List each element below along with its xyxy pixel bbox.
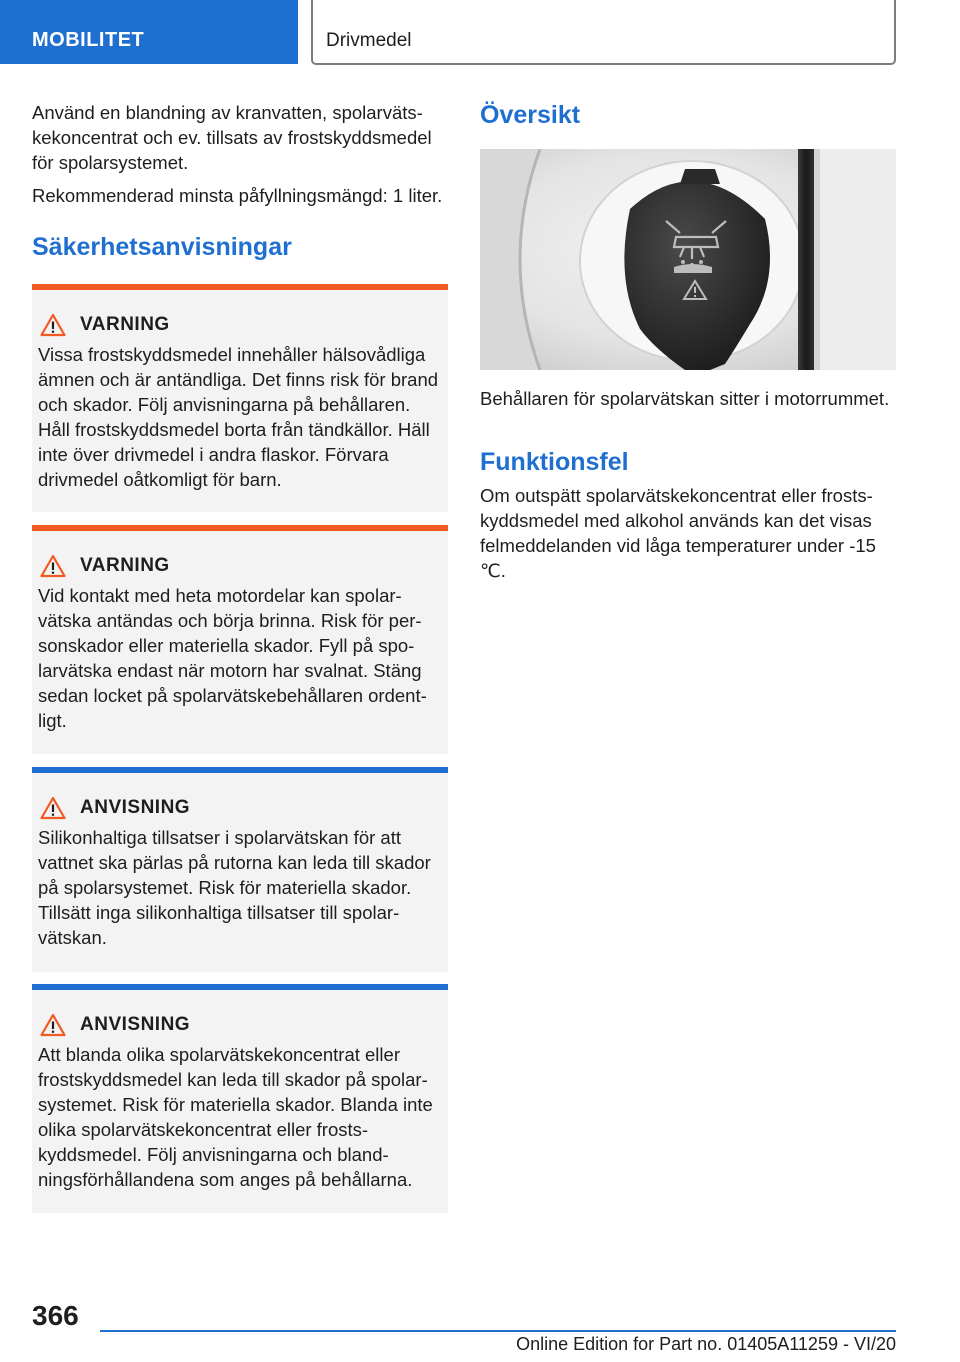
fault-heading: Funktionsfel [480, 448, 629, 476]
left-column [32, 100, 448, 1213]
notice-box-2 [32, 984, 448, 1213]
notice-body: Silikonhaltiga tillsatser i spolarvätskan för att vattnet ska pärlas på rutorna kan leda till skador på spolarsystemet. Risk för materiella skador. Tillsätt inga silikonhaltiga tillsatser till spolarvätskan. [38, 827, 431, 948]
section-tab: MOBILITET [0, 0, 298, 64]
notice-title: VARNING [80, 555, 170, 576]
warning-box-1 [32, 284, 448, 512]
warning-triangle-icon [40, 1013, 66, 1037]
overview-heading: Översikt [480, 101, 581, 129]
warning-triangle-icon [40, 313, 66, 337]
warning-triangle-icon [40, 554, 66, 578]
page-number: 366 [32, 1300, 79, 1331]
footer-divider [100, 1330, 896, 1332]
warning-triangle-icon [40, 796, 66, 820]
edition-footer: Online Edition for Part no. 01405A11259 - VI/20 [516, 1334, 896, 1354]
fault-paragraph: Om outspätt spolarvätskekoncentrat eller frostskyddsmedel med alkohol används kan det visas felmeddelanden vid låga temperaturer under -15 ℃. [480, 485, 876, 581]
notice-body: Att blanda olika spolarvätskekoncentrat eller frostskyddsmedel kan leda till skador på spolarsystemet. Risk för materiella skador. Blanda inte olika spolarvätskekoncentrat eller frostskyddsmedel. Följ anvisningarna och blandningsförhållandena som anges på behållarna. [38, 1044, 433, 1190]
warning-box-2 [32, 525, 448, 754]
washer-reservoir-photo [480, 149, 896, 370]
notice-box-1 [32, 767, 448, 972]
notice-title: VARNING [80, 314, 170, 335]
intro-paragraph-2: Rekommenderad minsta påfyllningsmängd: 1 liter. [32, 185, 443, 206]
intro-paragraph-1: Använd en blandning av kranvatten, spolarvätskekoncentrat och ev. tillsats av frostskyddsmedel för spolarsystemet. [32, 102, 432, 173]
notice-body: Vissa frostskyddsmedel innehåller hälsovådliga ämnen och är antändliga. Det finns risk för brand och skador. Följ anvisningarna på behållaren. Håll frostskyddsmedel borta från tändkällor. Häll inte över drivmedel i andra flaskor. Förvara drivmedel oåtkomligt för barn. [38, 344, 439, 490]
right-column [480, 100, 896, 591]
notice-title: ANVISNING [80, 797, 191, 818]
chapter-title: Drivmedel [311, 0, 896, 65]
notice-body: Vid kontakt med heta motordelar kan spolarvätska antändas och börja brinna. Risk för personskador eller materiella skador. Fyll på spolarvätska endast när motorn har svalnat. Stäng sedan locket på spolarvätskebehållaren ordentligt. [38, 585, 427, 731]
figure-caption: Behållaren för spolarvätskan sitter i motorrummet. [480, 388, 890, 409]
washer-cap-image [480, 149, 896, 370]
safety-heading: Säkerhetsanvisningar [32, 233, 292, 261]
notice-title: ANVISNING [80, 1014, 191, 1035]
